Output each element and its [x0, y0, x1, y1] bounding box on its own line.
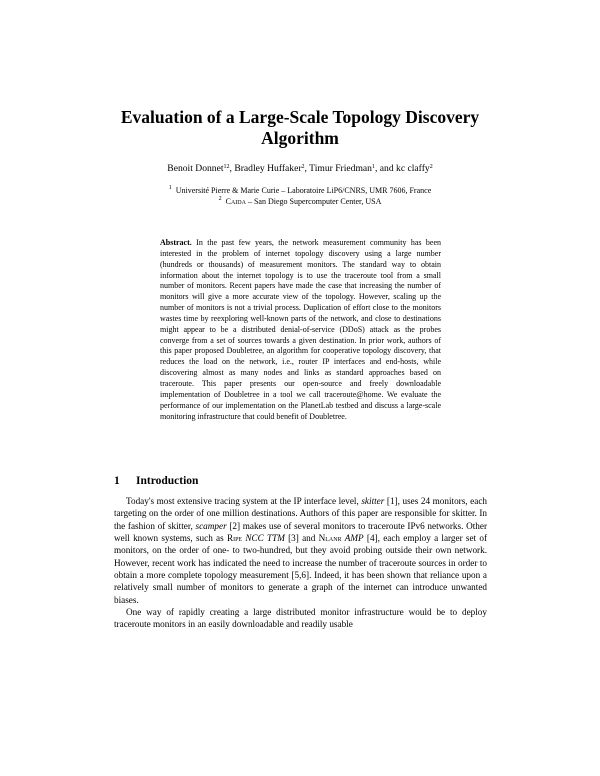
author-list: Benoit Donnet$^{12}$, Bradley Huffaker$^2$, Timur Friedman$^1$, and kc claffy$^2$ — [167, 163, 433, 174]
intro-paragraph-1 — [114, 495, 487, 606]
affiliation-text: Université Pierre & Marie Curie – Laboratoire LiP6/CNRS, UMR 7606, France — [175, 186, 432, 195]
abstract-label: Abstract. — [160, 238, 192, 247]
abstract-text: In the past few years, the network measurement community has been interested in the problem of internet topology discovery using a large number (hundreds or thousands) of measurement monitors. The standard way to obtain information about the internet topology is to use the traceroute tool from a small number of monitors. Recent papers have made the case that increasing the number of monitors will give a more accurate view of the topology. However, scaling up the number of monitors is not a trivial process. Duplication of effort close to the monitors wastes time by reexploring well-known parts of the network, and close to destinations might appear to be a distributed denial-of-service (DDoS) attack as the probes converge from a set of sources towards a given destination. In prior work, authors of this paper proposed Doubletree, an algorithm for cooperative topology discovery, that reduces the load on the network, i.e., router IP interfaces and end-hosts, while discovering almost as many nodes and links as standard approaches based on traceroute. This paper presents our open-source and freely downloadable implementation of Doubletree in a tool we call traceroute@home. We evaluate the performance of our implementation on the PlanetLab testbed and discuss a large-scale monitoring infrastructure that could benefit of Doubletree. — [160, 238, 442, 421]
affiliation-mark: 1 — [168, 185, 172, 191]
nlanr-name: Nlanr — [318, 533, 342, 544]
text-run: [2] makes use of several monitors to traceroute IPv6 networks. Other well known systems, such as — [114, 520, 487, 544]
ripe-name: Ripe — [226, 533, 243, 544]
section-heading — [114, 474, 494, 488]
affiliation-2 — [90, 196, 510, 207]
affiliation-mark: 2 — [218, 196, 222, 202]
affiliations — [90, 185, 510, 207]
author-affiliation-mark: 2 — [301, 164, 305, 170]
emph-amp: AMP — [344, 533, 364, 544]
text-run: [1], uses 24 monitors, each targeting on the order of one million destinations. Authors of this paper are responsible for skitter. In the fashion of skitter, — [114, 496, 488, 531]
emph-ncc-ttm: NCC TTM — [245, 533, 285, 544]
author-name: kc claffy — [396, 163, 430, 174]
section-number: 1 — [114, 475, 120, 487]
author-affiliation-mark: 12 — [223, 164, 230, 170]
text-run: Today's most extensive tracing system at the IP interface level, — [126, 496, 362, 506]
affiliation-org: Caida — [225, 197, 246, 206]
author-name: Benoit Donnet — [167, 163, 224, 174]
author-affiliation-mark: 2 — [429, 164, 433, 170]
text-run: [3] and — [284, 533, 319, 544]
emph-scamper: scamper — [195, 520, 227, 531]
intro-paragraph-2: One way of rapidly creating a large distributed monitor infrastructure would be to deploy traceroute monitors in an easily downloadable and readily usable — [114, 607, 487, 630]
section-title: Introduction — [136, 475, 199, 487]
text-run: [4], each employ a larger set of monitors, on the order of one- to two-hundred, but they avoid probing outside their own network. However, recent work has indicated the need to increase the number of traceroute sources in order to obtain a more complete topology measurement [5,6]. Indeed, it has been shown that reliance upon a relatively small number of monitors to generate a graph of the internet can introduce unwanted biases. — [114, 533, 488, 605]
affiliation-text: – San Diego Supercomputer Center, USA — [245, 197, 382, 206]
author-name: Timur Friedman — [309, 163, 372, 174]
abstract — [160, 238, 441, 422]
emph-skitter: skitter — [361, 496, 385, 506]
author-name: Bradley Huffaker — [234, 163, 302, 174]
affiliation-1 — [90, 185, 510, 196]
paper-title: Evaluation of a Large-Scale Topology Discovery Algorithm — [120, 107, 480, 148]
body-text — [114, 495, 487, 631]
author-affiliation-mark: 1 — [371, 164, 375, 170]
